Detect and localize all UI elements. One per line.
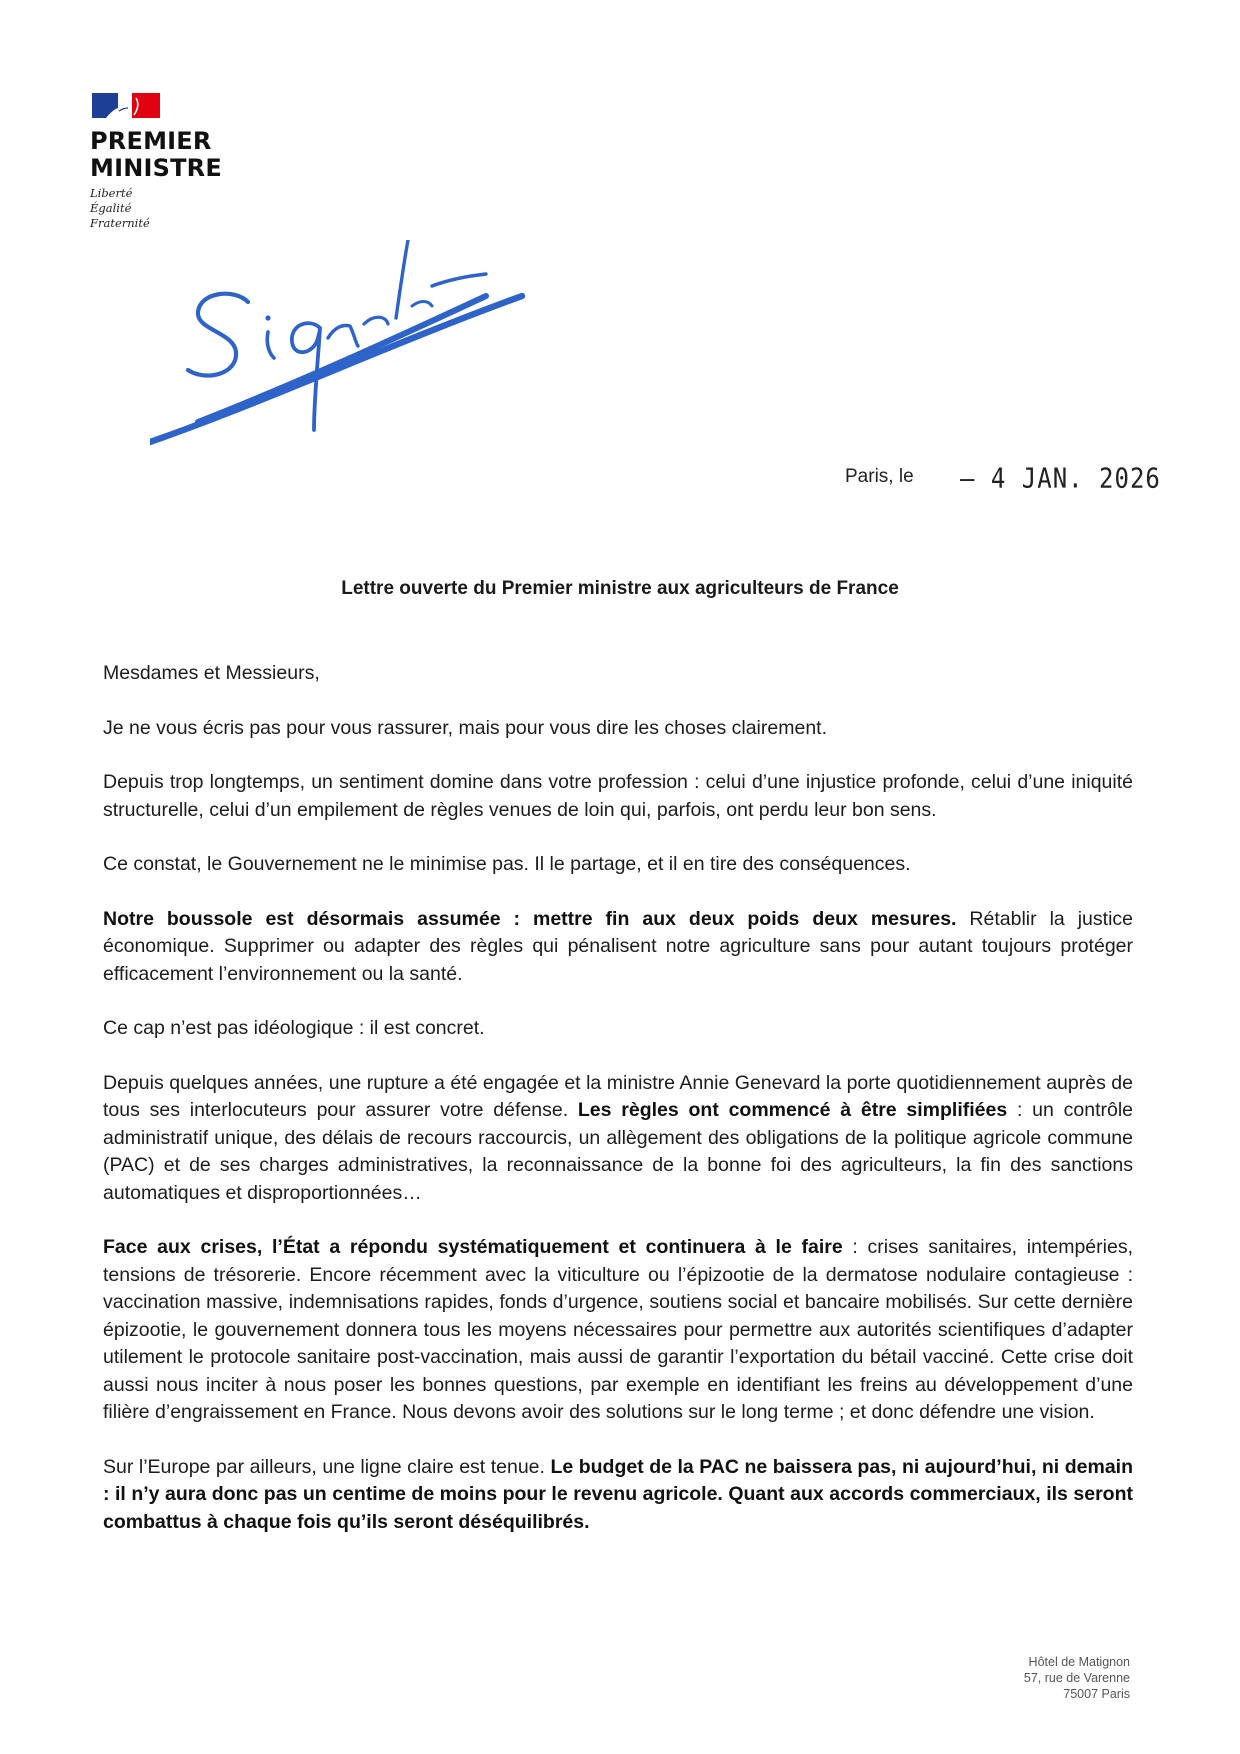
republic-motto — [90, 186, 150, 231]
paragraph-4-emphasis: Notre boussole est désormais assumée : mettre fin aux deux poids deux mesures. — [103, 907, 957, 930]
paragraph-3: Ce constat, le Gouvernement ne le minimise pas. Il le partage, et il en tire des conséquences. — [103, 853, 911, 875]
paragraph-6-text: : un contrôle administratif unique, des délais de recours raccourcis, un allègement des obligations de la politique agricole commune (PAC) et de ses charges administratives, la reconnaissance de la bonne foi des agriculteurs, la fin des sanctions automatiques et disproportionnées… — [103, 1099, 1134, 1204]
date-stamp: – 4 JAN. 2026 — [960, 462, 1161, 495]
org-name-line2: MINISTRE — [90, 154, 222, 182]
motto-fraternite: Fraternité — [90, 216, 150, 230]
address-line-1: Hôtel de Matignon — [1028, 1655, 1130, 1669]
address-line-2: 57, rue de Varenne — [1023, 1671, 1130, 1685]
salutation: Mesdames et Messieurs, — [103, 662, 320, 684]
paragraph-2: Depuis trop longtemps, un sentiment domine dans votre profession : celui d’une injustice profonde, celui d’une iniquité structurelle, celui d’un empilement de règles venues de loin qui, parfois, ont perdu leur bon sens. — [103, 771, 1133, 821]
paragraph-7 — [103, 1234, 1133, 1427]
paragraph-6 — [103, 1070, 1133, 1208]
handwritten-annotation-icon — [150, 240, 600, 510]
address-line-3: 75007 Paris — [1063, 1687, 1130, 1701]
paragraph-8-intro: Sur l’Europe par ailleurs, une ligne claire est tenue. — [103, 1455, 551, 1478]
org-name — [90, 128, 222, 182]
motto-egalite: Égalité — [90, 201, 132, 215]
paragraph-5: Ce cap n’est pas idéologique : il est concret. — [103, 1017, 485, 1039]
org-name-line1: PREMIER — [90, 127, 212, 155]
paragraph-7-emphasis: Face aux crises, l’État a répondu systématiquement et continuera à le faire — [103, 1236, 843, 1258]
paragraph-6-intro: Depuis quelques années, une rupture a été engagée et la ministre Annie Genevard la porte quotidiennement auprès de tous ses interlocuteurs pour assurer votre défense. — [103, 1071, 1133, 1121]
marianne-logo-icon — [92, 93, 160, 118]
letter-title: Lettre ouverte du Premier ministre aux agriculteurs de France — [341, 578, 899, 599]
motto-liberte: Liberté — [90, 186, 133, 200]
paragraph-7-text: : crises sanitaires, intempéries, tensions de trésorerie. Encore récemment avec la viticulture ou l’épizootie de la dermatose nodulaire contagieuse : vaccination massive, indemnisations rapides, fonds d’urgence, soutiens social et bancaire mobilisés. Sur cette dernière épizootie, le gouvernement donnera tous les moyens nécessaires pour permettre aux autorités scientifiques d’adapter utilement le protocole sanitaire post-vaccination, mais aussi de garantir l’exportation du bétail vacciné. Cette crise doit aussi nous inciter à nous poser les bonnes questions, par exemple en identifiant les freins au développement d’une filière d’engraissement en France. Nous devons avoir des solutions sur le long terme ; et donc défendre une vision. — [103, 1236, 1133, 1423]
sender-address — [960, 1654, 1130, 1702]
paragraph-4-text: Rétablir la justice économique. Supprimer ou adapter des règles qui pénalisent notre agriculture sans pour autant toujours protéger efficacement l’environnement ou la santé. — [103, 907, 1133, 985]
paragraph-4 — [103, 906, 1133, 989]
paragraph-8-emphasis: Le budget de la PAC ne baissera pas, ni aujourd’hui, ni demain : il n’y aura donc pas un centime de moins pour le revenu agricole. Quant aux accords commerciaux, ils seront combattus à chaque fois qu’ils seront déséquilibrés. — [103, 1455, 1133, 1533]
place-label: Paris, le — [845, 466, 914, 487]
paragraph-1: Je ne vous écris pas pour vous rassurer, mais pour vous dire les choses clairement. — [103, 716, 827, 739]
letter-body — [103, 660, 1133, 1563]
paragraph-6-emphasis: Les règles ont commencé à être simplifiées — [577, 1099, 1008, 1121]
paragraph-8 — [103, 1454, 1133, 1537]
